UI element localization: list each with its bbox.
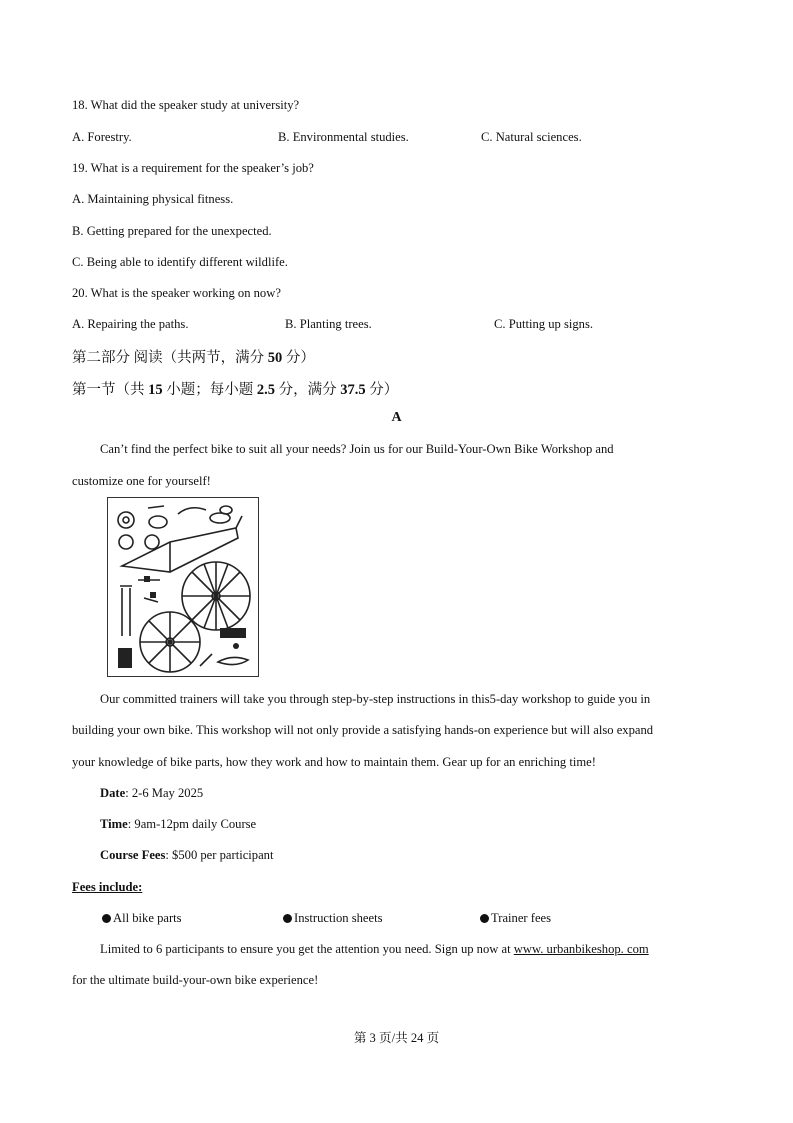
bullet-icon [480, 914, 489, 923]
bike-parts-illustration [107, 497, 259, 677]
date-row: Date: 2-6 May 2025 [100, 786, 204, 800]
q18-option-b: B. Environmental studies. [278, 130, 409, 144]
time-row: Time: 9am-12pm daily Course [100, 817, 257, 831]
passage-body-line-1: Our committed trainers will take you through step-by-step instructions in this5-day workshop to guide you in [100, 692, 651, 706]
part-two-heading: 第二部分 阅读（共两节，满分 50 分） [72, 350, 315, 366]
q18-option-a: A. Forestry. [72, 130, 132, 144]
fee-item-trainer-fees: Trainer fees [480, 911, 551, 926]
closing-line-1: Limited to 6 participants to ensure you get the attention you need. Sign up now at www. urbanbikeshop. com [100, 942, 649, 956]
q19-option-c: C. Being able to identify different wildlife. [72, 255, 288, 269]
q20-option-b: B. Planting trees. [285, 317, 372, 331]
bullet-icon [102, 914, 111, 923]
q19-option-a: A. Maintaining physical fitness. [72, 192, 234, 206]
q20-option-c: C. Putting up signs. [494, 317, 594, 331]
fee-item-instruction-sheets: Instruction sheets [283, 911, 383, 926]
passage-body-line-2: building your own bike. This workshop will not only provide a satisfying hands-on experience but will also expand [72, 723, 654, 737]
passage-intro-line-1: Can’t find the perfect bike to suit all your needs? Join us for our Build-Your-Own Bike Workshop and [100, 442, 614, 456]
q19-option-b: B. Getting prepared for the unexpected. [72, 224, 272, 238]
passage-body-line-3: your knowledge of bike parts, how they work and how to maintain them. Gear up for an enriching time! [72, 755, 596, 769]
fee-item-bike-parts: All bike parts [102, 911, 182, 926]
course-fees-row: Course Fees: $500 per participant [100, 848, 274, 862]
closing-line-2: for the ultimate build-your-own bike experience! [72, 973, 319, 987]
fees-include-heading: Fees include: [72, 880, 143, 894]
page-number: 第 3 页/共 24 页 [353, 1031, 440, 1045]
passage-intro-line-2: customize one for yourself! [72, 474, 211, 488]
section-one-heading: 第一节（共 15 小题；每小题 2.5 分，满分 37.5 分） [72, 382, 399, 398]
bullet-icon [283, 914, 292, 923]
q20-option-a: A. Repairing the paths. [72, 317, 189, 331]
signup-link[interactable]: www. urbanbikeshop. com [513, 942, 649, 956]
q18-option-c: C. Natural sciences. [481, 130, 582, 144]
question-20: 20. What is the speaker working on now? [72, 286, 281, 300]
question-18: 18. What did the speaker study at university? [72, 98, 300, 112]
passage-letter: A [391, 410, 402, 425]
question-19: 19. What is a requirement for the speaker’s job? [72, 161, 314, 175]
